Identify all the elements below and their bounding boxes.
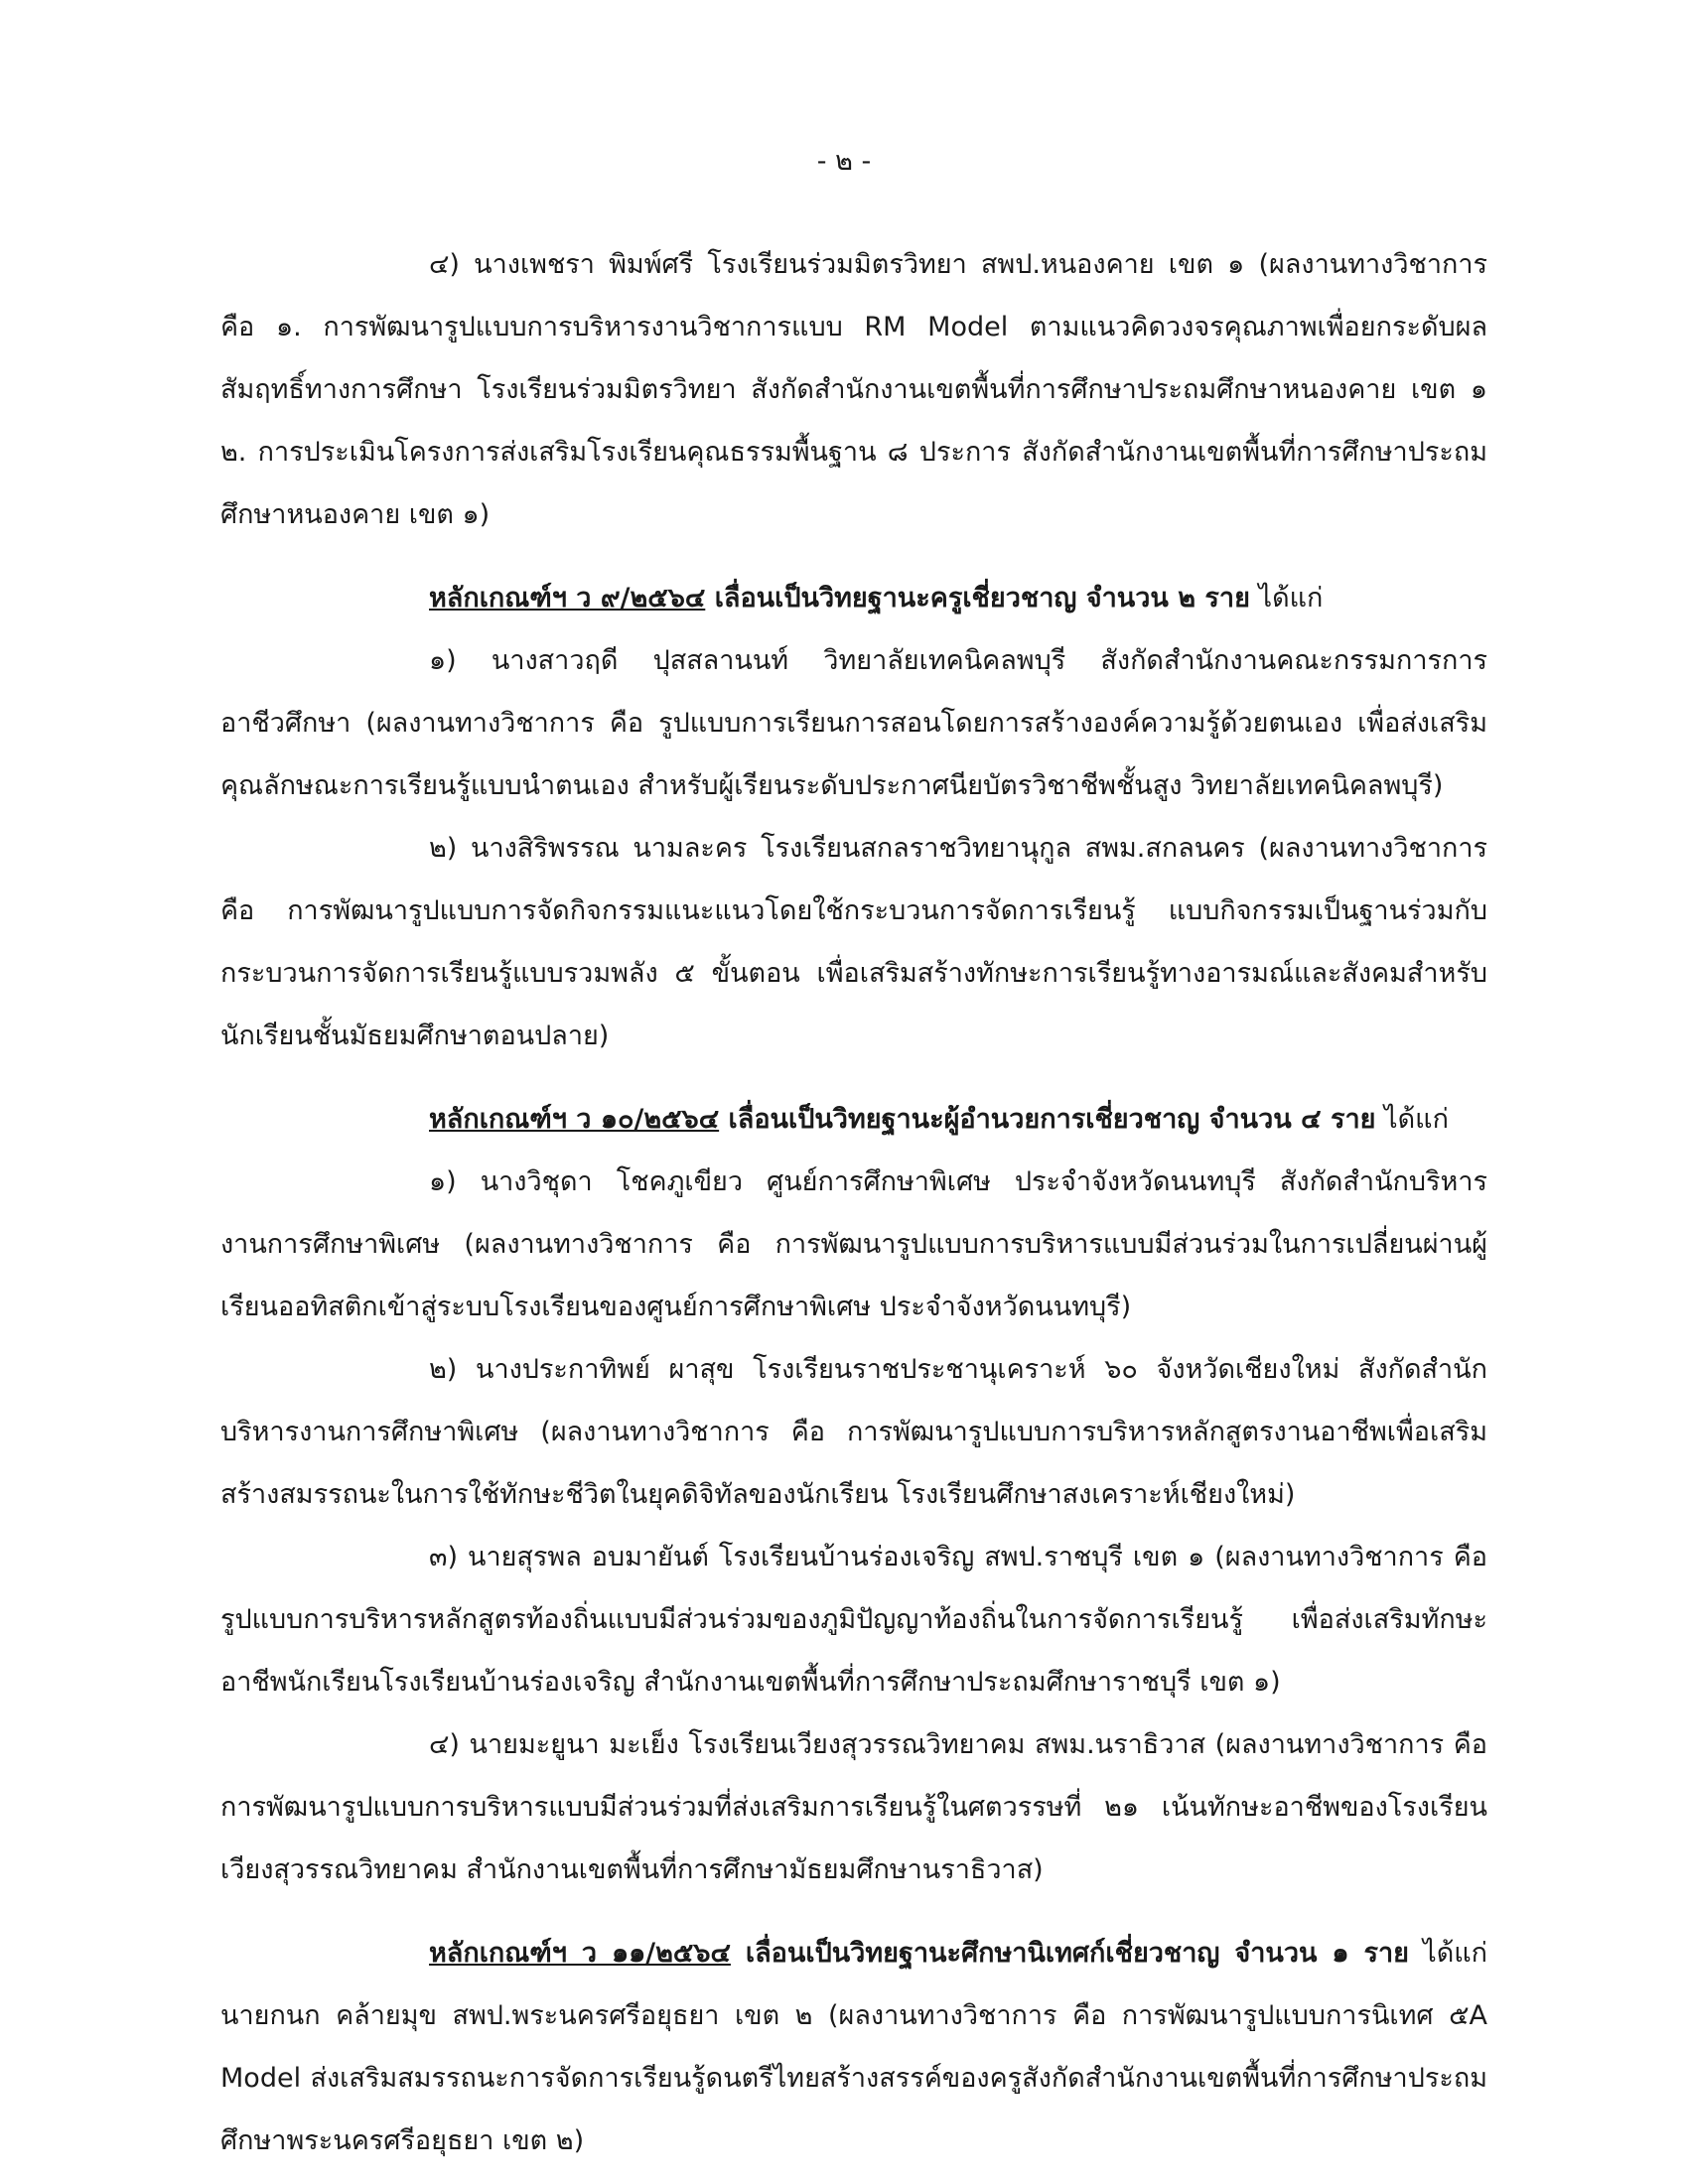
list-item: ๑) นางสาวฤดี ปุสสลานนท์ วิทยาลัยเทคนิคลพบุรี สังกัดสำนักงานคณะกรรมการการอาชีวศึกษา (ผลงานทางวิชาการ คือ รูปแบบการเรียนการสอนโดยการสร้างองค์ความรู้ด้วยตนเอง เพื่อส่งเสริมคุณลักษณะการเรียนรู้แบบนำตนเอง สำหรับผู้เรียนระดับประกาศนียบัตรวิชาชีพชั้นสูง วิทยาลัยเทคนิคลพบุรี)	[220, 645, 1487, 801]
list-item: ๒) นางสิริพรรณ นามละคร โรงเรียนสกลราชวิทยานุกูล สพม.สกลนคร (ผลงานทางวิชาการ คือ การพัฒนารูปแบบการจัดกิจกรรมแนะแนวโดยใช้กระบวนการจัดการเรียนรู้ แบบกิจกรรมเป็นฐานร่วมกับกระบวนการจัดการเรียนรู้แบบรวมพลัง ๕ ขั้นตอน เพื่อเสริมสร้างทักษะการเรียนรู้ทางอารมณ์และสังคมสำหรับนักเรียนชั้นมัธยมศึกษาตอนปลาย)	[220, 833, 1487, 1051]
section-heading	[220, 567, 1487, 629]
page-number: - ๒ -	[816, 146, 872, 177]
section-title: เลื่อนเป็นวิทยฐานะศึกษานิเทศก์เชี่ยวชาญ จำนวน ๑ ราย	[730, 1938, 1409, 1969]
list-item: ๓) นายสุรพล อบมายันต์ โรงเรียนบ้านร่องเจริญ สพป.ราชบุรี เขต ๑ (ผลงานทางวิชาการ คือ รูปแบบการบริหารหลักสูตรท้องถิ่นแบบมีส่วนร่วมของภูมิปัญญาท้องถิ่นในการจัดการเรียนรู้ เพื่อส่งเสริมทักษะอาชีพนักเรียนโรงเรียนบ้านร่องเจริญ สำนักงานเขตพื้นที่การศึกษาประถมศึกษาราชบุรี เขต ๑)	[220, 1542, 1487, 1698]
list-item: ๔) นายมะยูนา มะเย็ง โรงเรียนเวียงสุวรรณวิทยาคม สพม.นราธิวาส (ผลงานทางวิชาการ คือ การพัฒนารูปแบบการบริหารแบบมีส่วนร่วมที่ส่งเสริมการเรียนรู้ในศตวรรษที่ ๒๑ เน้นทักษะอาชีพของโรงเรียนเวียงสุวรรณวิทยาคม สำนักงานเขตพื้นที่การศึกษามัธยมศึกษานราธิวาส)	[220, 1729, 1487, 1885]
list-item: ๑) นางวิชุดา โชคภูเขียว ศูนย์การศึกษาพิเศษ ประจำจังหวัดนนทบุรี สังกัดสำนักบริหารงานการศึกษาพิเศษ (ผลงานทางวิชาการ คือ การพัฒนารูปแบบการบริหารแบบมีส่วนร่วมในการเปลี่ยนผ่านผู้เรียนออทิสติกเข้าสู่ระบบโรงเรียนของศูนย์การศึกษาพิเศษ ประจำจังหวัดนนทบุรี)	[220, 1166, 1487, 1322]
criteria-code: หลักเกณฑ์ฯ ว ๙/๒๕๖๔	[429, 583, 706, 614]
section-tail: ได้แก่ นายกนก คล้ายมุข สพป.พระนครศรีอยุธยา เขต ๒ (ผลงานทางวิชาการ คือ การพัฒนารูปแบบการนิเทศ ๕A Model ส่งเสริมสมรรถนะการจัดการเรียนรู้ดนตรีไทยสร้างสรรค์ของครูสังกัดสำนักงานเขตพื้นที่การศึกษาประถมศึกษาพระนครศรีอยุธยา เขต ๒)	[220, 1938, 1488, 2156]
criteria-code: หลักเกณฑ์ฯ ว ๑๑/๒๕๖๔	[429, 1938, 731, 1969]
intro-item: ๔) นางเพชรา พิมพ์ศรี โรงเรียนร่วมมิตรวิทยา สพป.หนองคาย เขต ๑ (ผลงานทางวิชาการ คือ ๑. การพัฒนารูปแบบการบริหารงานวิชาการแบบ RM Model ตามแนวคิดวงจรคุณภาพเพื่อยกระดับผลสัมฤทธิ์ทางการศึกษา โรงเรียนร่วมมิตรวิทยา สังกัดสำนักงานเขตพื้นที่การศึกษาประถมศึกษาหนองคาย เขต ๑ ๒. การประเมินโครงการส่งเสริมโรงเรียนคุณธรรมพื้นฐาน ๘ ประการ สังกัดสำนักงานเขตพื้นที่การศึกษาประถมศึกษาหนองคาย เขต ๑)	[220, 249, 1487, 530]
criteria-section-2	[220, 1088, 1487, 1901]
document-body	[220, 233, 1487, 2172]
section-tail: ได้แก่	[1249, 583, 1324, 614]
section-tail: ได้แก่	[1375, 1104, 1449, 1135]
section-title: เลื่อนเป็นวิทยฐานะผู้อำนวยการเชี่ยวชาญ จำนวน ๔ ราย	[719, 1104, 1376, 1135]
section-heading	[220, 1088, 1487, 1151]
criteria-code: หลักเกณฑ์ฯ ว ๑๐/๒๕๖๔	[429, 1104, 720, 1135]
section-title: เลื่อนเป็นวิทยฐานะครูเชี่ยวชาญ จำนวน ๒ ราย	[705, 583, 1250, 614]
section-heading	[220, 1922, 1487, 2172]
list-item: ๒) นางประกาทิพย์ ผาสุข โรงเรียนราชประชานุเคราะห์ ๖๐ จังหวัดเชียงใหม่ สังกัดสำนักบริหารงานการศึกษาพิเศษ (ผลงานทางวิชาการ คือ การพัฒนารูปแบบการบริหารหลักสูตรงานอาชีพเพื่อเสริมสร้างสมรรถนะในการใช้ทักษะชีวิตในยุคดิจิทัลของนักเรียน โรงเรียนศึกษาสงเคราะห์เชียงใหม่)	[220, 1354, 1487, 1510]
criteria-section-3	[220, 1922, 1487, 2172]
criteria-section-1	[220, 567, 1487, 1067]
